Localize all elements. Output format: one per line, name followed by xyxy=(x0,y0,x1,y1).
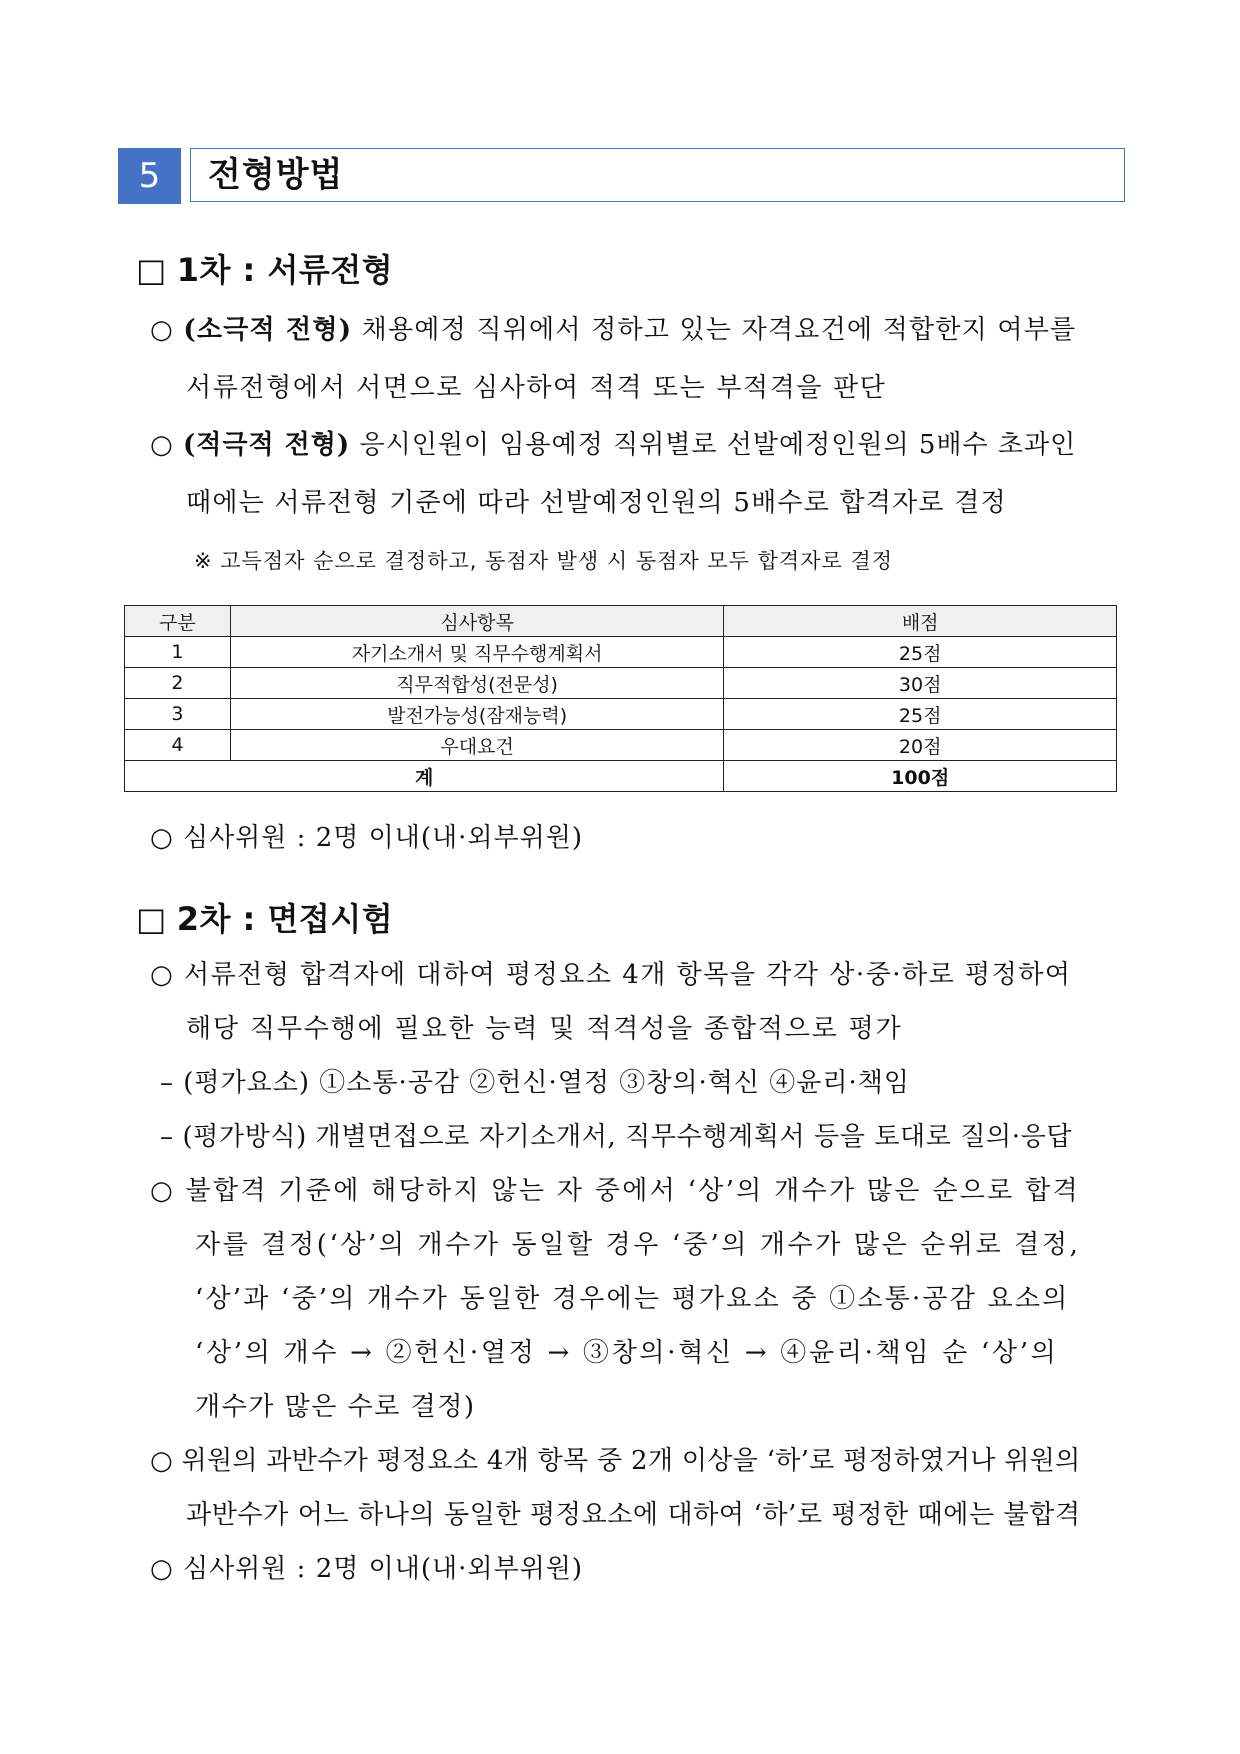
stage1-item1-label: (소극적 전형) xyxy=(183,315,353,345)
table-row xyxy=(125,637,1117,668)
table-cell: 25점 xyxy=(724,699,1117,730)
stage2-line: – (평가요소) ①소통·공감 ②헌신·열정 ③창의·혁신 ④윤리·책임 xyxy=(160,1068,910,1098)
stage2-line: ‘상’과 ‘중’의 개수가 동일한 경우에는 평가요소 중 ①소통·공감 요소의 xyxy=(195,1284,1070,1314)
table-cell: 발전가능성(잠재능력) xyxy=(230,699,723,730)
stage1-item2-text1: 응시인원이 임용예정 직위별로 선발예정인원의 5배수 초과인 xyxy=(350,430,1077,460)
stage1-item1-text1: 채용예정 직위에서 정하고 있는 자격요건에 적합한지 여부를 xyxy=(352,315,1077,345)
table-cell: 2 xyxy=(125,668,231,699)
stage1-item2-line1 xyxy=(150,425,1130,465)
table-cell: 4 xyxy=(125,730,231,761)
stage1-heading-text: 1차 : 서류전형 xyxy=(176,251,394,289)
score-table xyxy=(124,605,1117,792)
stage1-item1-line2: 서류전형에서 서면으로 심사하여 적격 또는 부적격을 판단 xyxy=(186,373,887,403)
stage2-heading xyxy=(136,894,393,940)
bullet-icon: ○ xyxy=(150,430,174,460)
checkbox-square-icon: □ xyxy=(136,900,167,938)
stage2-line: ○ 불합격 기준에 해당하지 않는 자 중에서 ‘상’의 개수가 많은 순으로 합격 xyxy=(150,1176,1080,1206)
stage2-line: ‘상’의 개수 → ②헌신·열정 → ③창의·혁신 → ④윤리·책임 순 ‘상’의 xyxy=(195,1338,1059,1368)
table-total-value: 100점 xyxy=(724,761,1117,792)
table-total-row xyxy=(125,761,1117,792)
checkbox-square-icon: □ xyxy=(136,251,167,289)
table-cell: 3 xyxy=(125,699,231,730)
table-cell: 우대요건 xyxy=(230,730,723,761)
stage1-item2-label: (적극적 전형) xyxy=(182,430,351,460)
stage1-item1-line1 xyxy=(150,310,1130,350)
stage2-line: 과반수가 어느 하나의 동일한 평정요소에 대하여 ‘하’로 평정한 때에는 불합격 xyxy=(186,1500,1081,1530)
bullet-icon: ○ xyxy=(150,315,174,345)
stage1-item2-line2: 때에는 서류전형 기준에 따라 선발예정인원의 5배수로 합격자로 결정 xyxy=(186,488,1007,518)
stage2-line: 개수가 많은 수로 결정) xyxy=(195,1392,476,1422)
table-cell: 20점 xyxy=(724,730,1117,761)
table-header-category: 구분 xyxy=(125,606,231,637)
table-header-score: 배점 xyxy=(724,606,1117,637)
table-header-item: 심사항목 xyxy=(230,606,723,637)
table-cell: 25점 xyxy=(724,637,1117,668)
stage2-heading-text: 2차 : 면접시험 xyxy=(176,900,394,938)
section-number: 5 xyxy=(118,148,181,204)
stage2-line: 해당 직무수행에 필요한 능력 및 적격성을 종합적으로 평가 xyxy=(186,1014,903,1044)
stage2-line: ○ 위원의 과반수가 평정요소 4개 항목 중 2개 이상을 ‘하’로 평정하였거나 위원의 xyxy=(150,1446,1081,1476)
stage1-reviewers: ○ 심사위원 : 2명 이내(내·외부위원) xyxy=(150,823,583,853)
stage2-line: 자를 결정(‘상’의 개수가 동일할 경우 ‘중’의 개수가 많은 순위로 결정, xyxy=(195,1230,1081,1260)
stage1-note: ※ 고득점자 순으로 결정하고, 동점자 발생 시 동점자 모두 합격자로 결정 xyxy=(194,549,894,573)
stage1-heading xyxy=(136,245,393,291)
stage2-line: – (평가방식) 개별면접으로 자기소개서, 직무수행계획서 등을 토대로 질의·응답 xyxy=(160,1122,1073,1152)
table-total-label: 계 xyxy=(125,761,724,792)
table-cell: 30점 xyxy=(724,668,1117,699)
table-row xyxy=(125,668,1117,699)
table-row xyxy=(125,730,1117,761)
table-cell: 자기소개서 및 직무수행계획서 xyxy=(230,637,723,668)
section-title: 전형방법 xyxy=(208,155,344,195)
stage2-line: ○ 서류전형 합격자에 대하여 평정요소 4개 항목을 각각 상·중·하로 평정하여 xyxy=(150,960,1072,990)
table-row xyxy=(125,699,1117,730)
stage2-line: ○ 심사위원 : 2명 이내(내·외부위원) xyxy=(150,1554,583,1584)
table-cell: 1 xyxy=(125,637,231,668)
table-cell: 직무적합성(전문성) xyxy=(230,668,723,699)
table-header-row xyxy=(125,606,1117,637)
